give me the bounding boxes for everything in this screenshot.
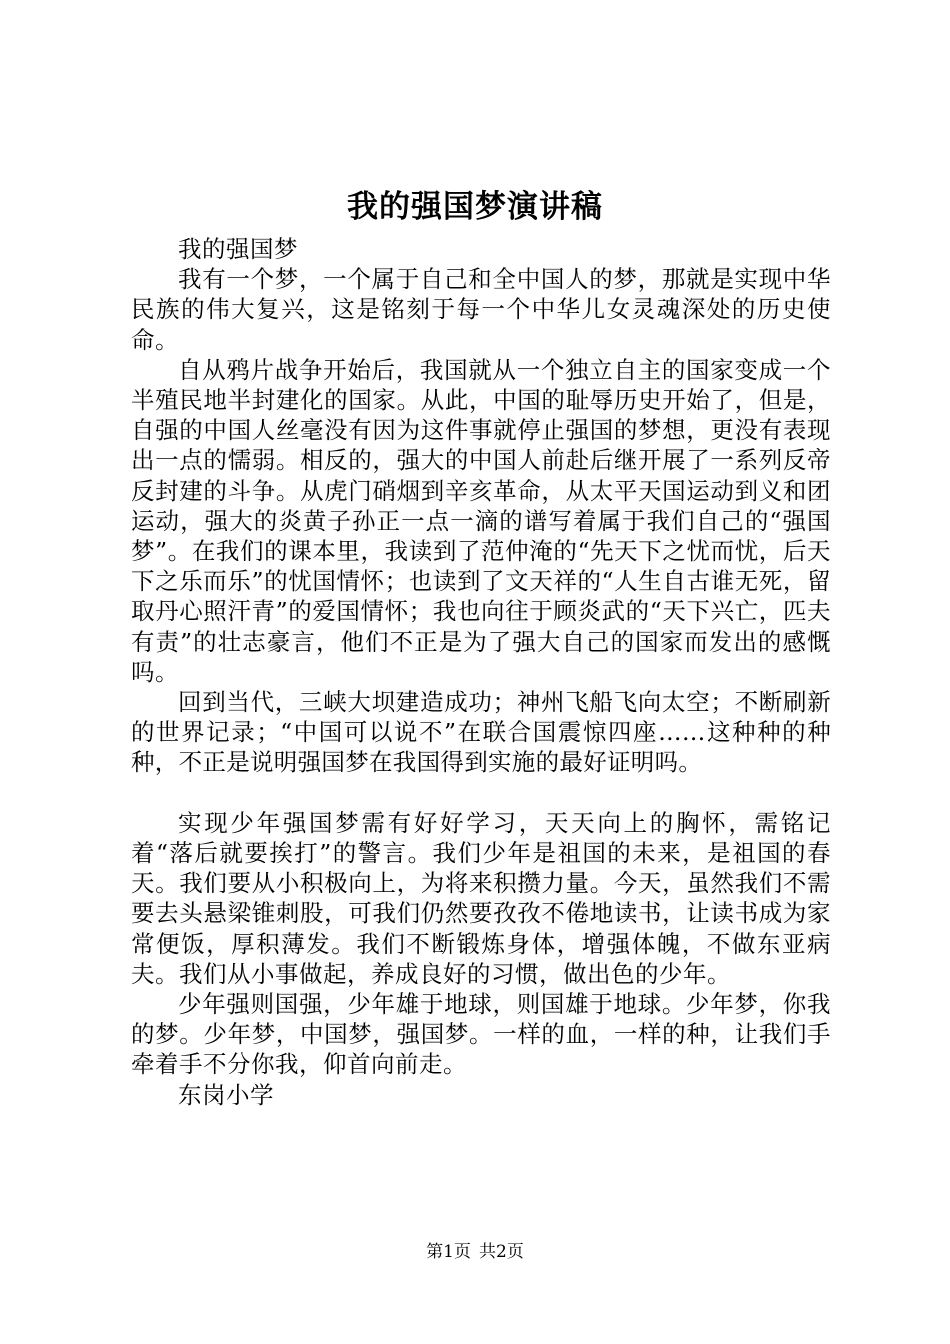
page-footer xyxy=(0,1240,950,1264)
document-title: 我的强国梦演讲稿 xyxy=(347,189,603,225)
paragraph-youth: 实现少年强国梦需有好好学习，天天向上的胸怀，需铭记着“落后就要挨打”的警言。我们少年是祖国的未来，是祖国的春天。我们要从小积极向上，为将来积攒力量。今天，虽然我们不需要去头悬梁锥刺股，可我们仍然要孜孜不倦地读书，让读书成为家常便饭，厚积薄发。我们不断锻炼身体，增强体魄，不做东亚病夫。我们从小事做起，养成良好的习惯，做出色的少年。 xyxy=(131,808,831,988)
paragraph-intro: 我有一个梦，一个属于自己和全中国人的梦，那就是实现中华民族的伟大复兴，这是铭刻于每一个中华儿女灵魂深处的历史使命。 xyxy=(131,265,831,354)
page-number: 第1页 xyxy=(426,1242,471,1262)
page-total: 共2页 xyxy=(479,1242,524,1262)
document-body xyxy=(131,234,831,1110)
paragraph-closing: 少年强则国强，少年雄于地球，则国雄于地球。少年梦，你我的梦。少年梦，中国梦，强国梦。一样的血，一样的种，让我们手牵着手不分你我，仰首向前走。 xyxy=(131,990,831,1079)
paragraph-modern: 回到当代，三峡大坝建造成功；神州飞船飞向太空；不断刷新的世界记录；“中国可以说不”在联合国震惊四座……这种种的种种，不正是说明强国梦在我国得到实施的最好证明吗。 xyxy=(131,688,831,777)
section-heading: 我的强国梦 xyxy=(178,235,298,263)
paragraph-spacer xyxy=(131,778,831,808)
paragraph-history: 自从鸦片战争开始后，我国就从一个独立自主的国家变成一个半殖民地半封建化的国家。从此，中国的耻辱历史开始了，但是，自强的中国人丝毫没有因为这件事就停止强国的梦想，更没有表现出一点的懦弱。相反的，强大的中国人前赴后继开展了一系列反帝反封建的斗争。从虎门硝烟到辛亥革命，从太平天国运动到义和团运动，强大的炎黄子孙正一点一滴的谱写着属于我们自己的“强国梦”。在我们的课本里，我读到了范仲淹的“先天下之忧而忧，后天下之乐而乐”的忧国情怀；也读到了文天祥的“人生自古谁无死，留取丹心照汗青”的爱国情怀；我也向往于顾炎武的“天下兴亡，匹夫有责”的壮志豪言，他们不正是为了强大自己的国家而发出的感慨吗。 xyxy=(131,355,831,686)
signature-school: 东岗小学 xyxy=(178,1080,274,1109)
